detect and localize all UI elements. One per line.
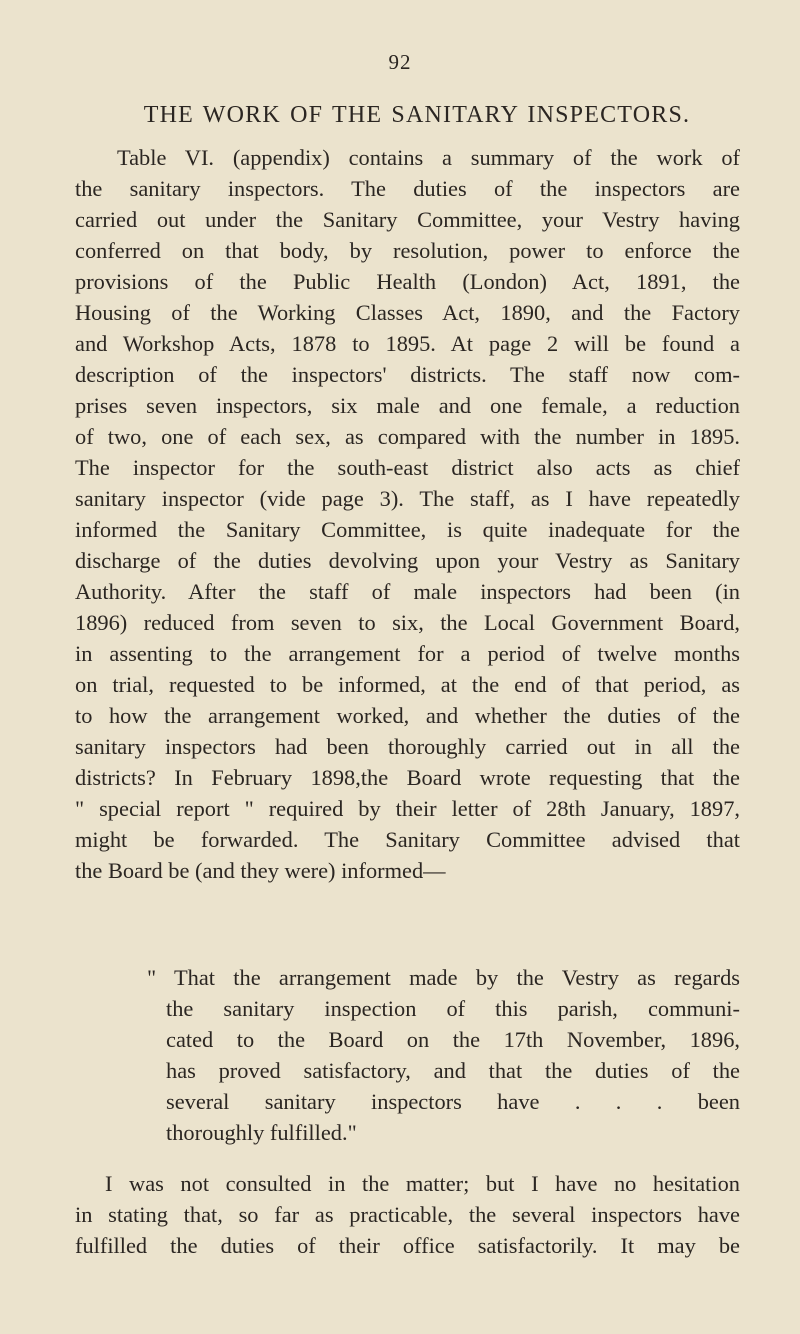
section-title: THE WORK OF THE SANITARY INSPECTORS. bbox=[143, 102, 691, 128]
text-line: districts? In February 1898,the Board wrote requesting that the bbox=[75, 765, 740, 790]
text-line: conferred on that body, by resolution, power to enforce the bbox=[75, 238, 740, 263]
text-line: in assenting to the arrangement for a period of twelve months bbox=[75, 641, 740, 666]
text-line: on trial, requested to be informed, at the end of that period, as bbox=[75, 672, 740, 697]
quote-line: cated to the Board on the 17th November, 1896, bbox=[166, 1027, 740, 1052]
text-line: and Workshop Acts, 1878 to 1895. At page 2 will be found a bbox=[75, 331, 740, 356]
quote-line: the sanitary inspection of this parish, communi- bbox=[166, 996, 740, 1021]
text-line: " special report " required by their letter of 28th January, 1897, bbox=[75, 796, 740, 821]
text-line: sanitary inspector (vide page 3). The staff, as I have repeatedly bbox=[75, 486, 740, 511]
text-line: 1896) reduced from seven to six, the Local Government Board, bbox=[75, 610, 740, 635]
quote-line: has proved satisfactory, and that the duties of the bbox=[166, 1058, 740, 1083]
text-line: fulfilled the duties of their office satisfactorily. It may be bbox=[75, 1233, 740, 1258]
text-line: might be forwarded. The Sanitary Committee advised that bbox=[75, 827, 740, 852]
text-line: description of the inspectors' districts. The staff now com- bbox=[75, 362, 740, 387]
text-line: the sanitary inspectors. The duties of the inspectors are bbox=[75, 176, 740, 201]
text-line: in stating that, so far as practicable, the several inspectors have bbox=[75, 1202, 740, 1227]
page-number: 92 bbox=[388, 50, 412, 74]
paragraph-1 bbox=[75, 142, 740, 886]
text-line: discharge of the duties devolving upon your Vestry as Sanitary bbox=[75, 548, 740, 573]
text-line: Authority. After the staff of male inspectors had been (in bbox=[75, 579, 740, 604]
paragraph-2 bbox=[75, 1168, 740, 1261]
text-line: prises seven inspectors, six male and one female, a reduction bbox=[75, 393, 740, 418]
text-line: to how the arrangement worked, and whether the duties of the bbox=[75, 703, 740, 728]
quote-line: " That the arrangement made by the Vestry as regards bbox=[147, 965, 740, 990]
text-line: Table VI. (appendix) contains a summary of the work of bbox=[117, 145, 740, 170]
block-quote bbox=[147, 962, 740, 1148]
text-line: I was not consulted in the matter; but I have no hesitation bbox=[105, 1171, 740, 1196]
text-line: informed the Sanitary Committee, is quite inadequate for the bbox=[75, 517, 740, 542]
text-line: sanitary inspectors had been thoroughly carried out in all the bbox=[75, 734, 740, 759]
text-line: of two, one of each sex, as compared with the number in 1895. bbox=[75, 424, 740, 449]
text-line: the Board be (and they were) informed— bbox=[75, 858, 446, 883]
quote-line: thoroughly fulfilled." bbox=[166, 1120, 357, 1145]
quote-line: several sanitary inspectors have . . . been bbox=[166, 1089, 740, 1114]
text-line: Housing of the Working Classes Act, 1890, and the Factory bbox=[75, 300, 740, 325]
text-line: provisions of the Public Health (London) Act, 1891, the bbox=[75, 269, 740, 294]
text-line: The inspector for the south-east district also acts as chief bbox=[75, 455, 740, 480]
text-line: carried out under the Sanitary Committee, your Vestry having bbox=[75, 207, 740, 232]
